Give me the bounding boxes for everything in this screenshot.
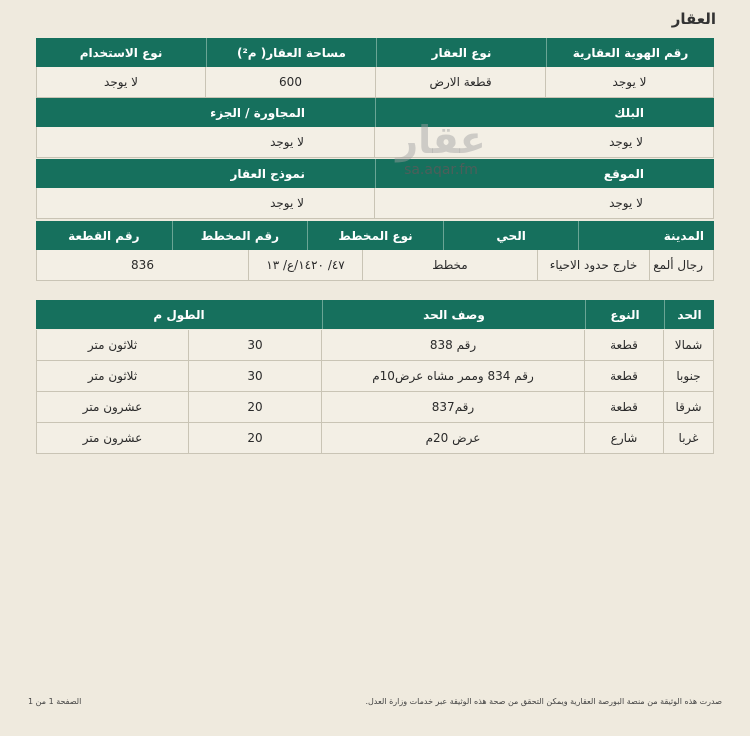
property-value-area: 600	[206, 67, 376, 98]
property-header-usage: نوع الاستخدام	[79, 45, 163, 60]
city-header-district: الحي	[443, 221, 579, 250]
property-header-type: نوع العقار	[376, 38, 546, 67]
property-header-area: مساحة العقار( م²)	[206, 38, 376, 67]
location-header-model: نموذج العقار	[230, 166, 305, 181]
boundary-length: 20	[189, 423, 322, 454]
property-header-id: رقم الهوية العقارية	[546, 38, 714, 67]
city-value-city: رجال ألمع	[650, 250, 714, 281]
city-header-plan-number: رقم المخطط	[172, 221, 308, 250]
city-header-plot-number: رقم القطعة	[68, 228, 140, 243]
boundary-side: شرقا	[664, 392, 714, 423]
boundary-description: رقم837	[322, 392, 585, 423]
city-value-plan-type: مخطط	[363, 250, 538, 281]
city-value-district: خارج حدود الاحياء	[538, 250, 650, 281]
watermark-site: sa.aqar.fm	[404, 162, 478, 178]
block-value-block: لا يوجد	[375, 127, 714, 158]
city-value-plot-number: 836	[36, 250, 249, 281]
boundary-length: 30	[189, 361, 322, 392]
boundary-type: قطعة	[585, 361, 664, 392]
table-row	[36, 330, 714, 361]
city-header-city: المدينة	[578, 221, 714, 250]
boundary-description: عرض 20م	[322, 423, 585, 454]
city-value-row	[36, 250, 714, 281]
boundaries-header-length: الطول م	[153, 307, 205, 322]
footer-note: صدرت هذه الوثيقة من منصة البورصة العقارية ويمكن التحقق من صحة هذه الوثيقة عبر خدمات وزارة العدل.	[365, 697, 722, 706]
boundaries-header-side: الحد	[664, 300, 714, 329]
footer-page-number: الصفحة 1 من 1	[28, 697, 82, 706]
boundary-length-text: ثلاثون متر	[36, 361, 189, 392]
location-header-row	[36, 159, 714, 188]
city-header-row	[36, 221, 714, 250]
property-value-id: لا يوجد	[546, 67, 714, 98]
boundary-type: شارع	[585, 423, 664, 454]
location-header-site: الموقع	[375, 159, 714, 188]
location-value-model: لا يوجد	[36, 188, 375, 219]
property-value-type: قطعة الارض	[376, 67, 546, 98]
page-title: العقار	[671, 10, 716, 28]
block-header-row	[36, 98, 714, 127]
table-row	[36, 423, 714, 454]
boundaries-header-description: وصف الحد	[322, 300, 585, 329]
location-value-site: لا يوجد	[375, 188, 714, 219]
boundary-side: شمالا	[664, 330, 714, 361]
boundary-type: قطعة	[585, 392, 664, 423]
boundary-length-text: عشرون متر	[36, 423, 189, 454]
boundary-side: غربا	[664, 423, 714, 454]
boundaries-header-type: النوع	[585, 300, 664, 329]
location-value-row	[36, 188, 714, 219]
block-value-row	[36, 127, 714, 158]
boundary-length-text: عشرون متر	[36, 392, 189, 423]
block-header-neighborhood: المجاورة / الجزء	[210, 105, 305, 120]
block-value-neighborhood: لا يوجد	[36, 127, 375, 158]
block-header-block: البلك	[375, 98, 714, 127]
boundary-description: رقم 834 وممر مشاه عرض10م	[322, 361, 585, 392]
table-row	[36, 361, 714, 392]
property-value-row	[36, 67, 714, 98]
boundaries-header-row	[36, 300, 714, 329]
boundary-length: 20	[189, 392, 322, 423]
boundary-side: جنوبا	[664, 361, 714, 392]
city-value-plan-number: ٤٧/ ١٤٢٠/ع/ ١٣	[249, 250, 363, 281]
aqar-watermark	[376, 118, 506, 178]
table-row	[36, 392, 714, 423]
boundary-length-text: ثلاثون متر	[36, 330, 189, 361]
watermark-logo: عقار	[396, 118, 486, 162]
boundary-description: رقم 838	[322, 330, 585, 361]
boundary-type: قطعة	[585, 330, 664, 361]
property-value-usage: لا يوجد	[36, 67, 206, 98]
property-header-row	[36, 38, 714, 67]
boundary-length: 30	[189, 330, 322, 361]
city-header-plan-type: نوع المخطط	[307, 221, 443, 250]
